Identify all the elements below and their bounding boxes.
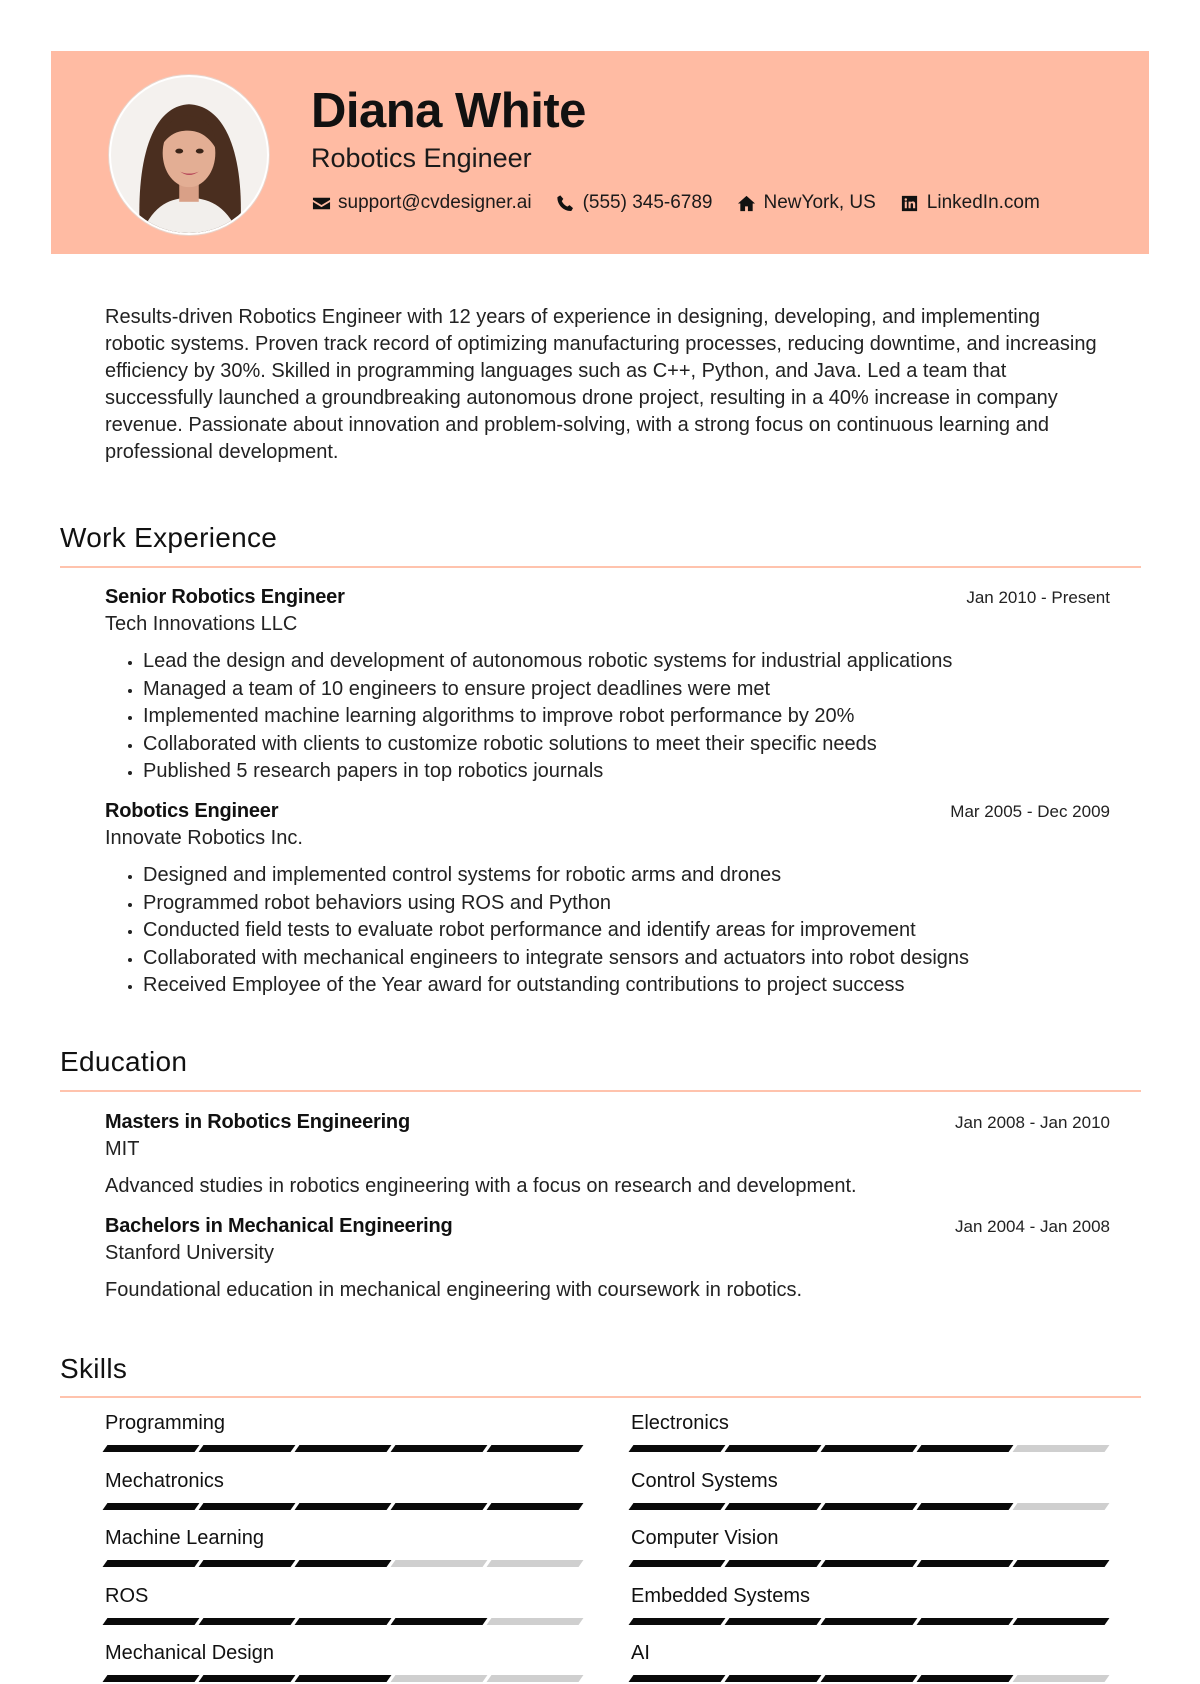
skill-level-segment-filled: [487, 1503, 584, 1510]
skill-level-segment-filled: [295, 1445, 392, 1452]
job-role: Robotics Engineer: [105, 800, 279, 822]
job-entry: [105, 800, 1110, 1000]
skill-level-segment-filled: [725, 1618, 822, 1625]
skill-level-segment-filled: [199, 1618, 296, 1625]
skill-level-segment-filled: [629, 1675, 726, 1682]
skill-name: Programming: [105, 1412, 226, 1434]
job-bullet: • Programmed robot behaviors using ROS and Python: [143, 890, 1110, 918]
skill-level-segment-filled: [725, 1445, 822, 1452]
contact-phone[interactable]: [556, 192, 713, 214]
contact-linkedin-text: LinkedIn.com: [926, 192, 1040, 213]
skill-level-segment-filled: [1013, 1618, 1110, 1625]
job-bullets: [105, 648, 1110, 786]
education-divider: [60, 1090, 1141, 1092]
skill-item: [105, 1527, 585, 1567]
skills-heading: Skills: [60, 1353, 128, 1384]
education-entry: [105, 1111, 1110, 1198]
candidate-name: Diana White: [311, 84, 586, 138]
skill-name: Computer Vision: [631, 1527, 779, 1549]
skill-item: [105, 1585, 585, 1625]
linkedin-icon: [900, 193, 920, 213]
skill-item: [631, 1412, 1111, 1452]
skill-level-bar: [631, 1560, 1111, 1567]
skill-item: [631, 1585, 1111, 1625]
skill-level-bar: [105, 1618, 585, 1625]
job-entry: [105, 586, 1110, 786]
skill-name: Electronics: [631, 1412, 729, 1434]
skill-level-segment-filled: [917, 1503, 1014, 1510]
education-school: Stanford University: [105, 1242, 274, 1264]
contact-location-text: NewYork, US: [763, 192, 876, 213]
skill-level-segment-filled: [1013, 1560, 1110, 1567]
contact-location: [737, 192, 876, 214]
skill-level-segment-filled: [199, 1560, 296, 1567]
skill-level-segment-filled: [103, 1675, 200, 1682]
skill-level-segment-filled: [725, 1560, 822, 1567]
skill-level-segment-empty: [1013, 1675, 1110, 1682]
education-degree: Masters in Robotics Engineering: [105, 1111, 410, 1133]
profile-photo: [109, 75, 269, 235]
skill-level-bar: [105, 1445, 585, 1452]
skill-item: [105, 1412, 585, 1452]
education-heading: Education: [60, 1046, 188, 1077]
skill-level-bar: [105, 1503, 585, 1510]
skill-level-segment-empty: [487, 1618, 584, 1625]
education-description: Advanced studies in robotics engineering with a focus on research and development.: [105, 1175, 857, 1197]
contact-linkedin[interactable]: [900, 192, 1040, 214]
skill-level-bar: [105, 1675, 585, 1682]
job-bullet: • Managed a team of 10 engineers to ensure project deadlines were met: [143, 676, 1110, 704]
skill-item: [631, 1470, 1111, 1510]
job-bullet: • Collaborated with clients to customize robotic solutions to meet their specific needs: [143, 731, 1110, 759]
skill-level-bar: [631, 1618, 1111, 1625]
skill-name: Control Systems: [631, 1469, 778, 1492]
envelope-icon: [311, 193, 331, 213]
resume-header: [51, 51, 1149, 254]
home-icon: [737, 193, 757, 213]
education-school: MIT: [105, 1138, 140, 1160]
job-bullet: • Published 5 research papers in top robotics journals: [143, 758, 1110, 786]
skill-level-segment-filled: [917, 1560, 1014, 1567]
skill-item: [631, 1642, 1111, 1682]
work-experience-divider: [60, 566, 1141, 568]
job-dates: Jan 2010 - Present: [966, 588, 1110, 607]
skill-level-segment-empty: [1013, 1445, 1110, 1452]
skill-level-segment-filled: [917, 1675, 1014, 1682]
job-bullet: • Received Employee of the Year award for outstanding contributions to project success: [143, 972, 1110, 1000]
education-description: Foundational education in mechanical engineering with coursework in robotics.: [105, 1279, 803, 1301]
profile-photo-image: [111, 77, 267, 233]
skill-level-segment-filled: [821, 1618, 918, 1625]
skill-item: [631, 1527, 1111, 1567]
phone-icon: [556, 193, 576, 213]
skill-name: Machine Learning: [105, 1527, 264, 1549]
skill-level-segment-filled: [295, 1675, 392, 1682]
contact-list: [311, 192, 1064, 214]
skill-level-segment-empty: [487, 1675, 584, 1682]
work-experience-heading: Work Experience: [60, 522, 278, 553]
job-role: Senior Robotics Engineer: [105, 586, 345, 608]
skill-level-bar: [631, 1675, 1111, 1682]
skill-level-segment-empty: [487, 1560, 584, 1567]
contact-email[interactable]: [311, 192, 532, 214]
skill-level-segment-filled: [821, 1503, 918, 1510]
job-bullet: • Designed and implemented control systems for robotic arms and drones: [143, 862, 1110, 890]
profile-summary: Results-driven Robotics Engineer with 12 years of experience in designing, developing, and implementing robotic systems. Proven track record of optimizing manufacturing processes, reducing downtime, and increasing efficiency by 30%. Skilled in programming languages such as C++, Python, and Java. Led a team that successfully launched a groundbreaking autonomous drone project, resulting in a 40% increase in company revenue. Passionate about innovation and problem-solving, with a strong focus on continuous learning and professional development.: [105, 306, 1097, 463]
candidate-title: Robotics Engineer: [311, 143, 532, 173]
skill-name: Embedded Systems: [631, 1584, 810, 1607]
skill-level-segment-empty: [1013, 1503, 1110, 1510]
skill-level-segment-filled: [917, 1445, 1014, 1452]
job-bullet: • Collaborated with mechanical engineers to integrate sensors and actuators into robot designs: [143, 945, 1110, 973]
contact-phone-text: (555) 345-6789: [582, 192, 713, 213]
contact-email-text: support@cvdesigner.ai: [338, 192, 532, 213]
skill-level-segment-filled: [821, 1445, 918, 1452]
skill-name: Mechanical Design: [105, 1642, 274, 1664]
skill-level-segment-filled: [821, 1675, 918, 1682]
skills-divider: [60, 1396, 1141, 1398]
skill-level-segment-filled: [629, 1618, 726, 1625]
skill-level-segment-filled: [725, 1503, 822, 1510]
skill-level-segment-filled: [199, 1445, 296, 1452]
skill-level-bar: [631, 1503, 1111, 1510]
skill-item: [105, 1470, 585, 1510]
job-bullet: • Implemented machine learning algorithms to improve robot performance by 20%: [143, 703, 1110, 731]
skill-name: AI: [631, 1642, 650, 1664]
skill-level-segment-filled: [487, 1445, 584, 1452]
job-bullet: • Lead the design and development of autonomous robotic systems for industrial applications: [143, 648, 1110, 676]
skill-level-segment-filled: [629, 1560, 726, 1567]
skill-level-segment-empty: [391, 1675, 488, 1682]
job-company: Innovate Robotics Inc.: [105, 827, 303, 849]
skill-level-segment-filled: [295, 1560, 392, 1567]
skill-name: ROS: [105, 1584, 149, 1607]
skill-level-segment-filled: [629, 1503, 726, 1510]
education-entry: [105, 1215, 1110, 1302]
skill-level-segment-filled: [391, 1445, 488, 1452]
skill-level-segment-filled: [821, 1560, 918, 1567]
skill-level-segment-filled: [295, 1503, 392, 1510]
skill-level-segment-filled: [103, 1618, 200, 1625]
skill-level-segment-empty: [391, 1560, 488, 1567]
job-bullet: • Conducted field tests to evaluate robot performance and identify areas for improvement: [143, 917, 1110, 945]
skill-level-bar: [105, 1560, 585, 1567]
skill-level-segment-filled: [295, 1618, 392, 1625]
skill-name: Mechatronics: [105, 1469, 224, 1492]
education-degree: Bachelors in Mechanical Engineering: [105, 1215, 453, 1237]
skill-level-segment-filled: [103, 1503, 200, 1510]
education-dates: Jan 2008 - Jan 2010: [954, 1113, 1110, 1132]
job-bullets: [105, 862, 1110, 1000]
skill-level-segment-filled: [391, 1503, 488, 1510]
skill-level-segment-filled: [103, 1560, 200, 1567]
skill-level-segment-filled: [917, 1618, 1014, 1625]
skill-level-segment-filled: [725, 1675, 822, 1682]
skill-level-segment-filled: [199, 1675, 296, 1682]
skill-item: [105, 1642, 585, 1682]
skill-level-segment-filled: [199, 1503, 296, 1510]
education-dates: Jan 2004 - Jan 2008: [954, 1217, 1110, 1236]
skill-level-bar: [631, 1445, 1111, 1452]
skill-level-segment-filled: [391, 1618, 488, 1625]
skill-level-segment-filled: [103, 1445, 200, 1452]
job-company: Tech Innovations LLC: [105, 613, 298, 635]
job-dates: Mar 2005 - Dec 2009: [950, 802, 1110, 821]
skill-level-segment-filled: [629, 1445, 726, 1452]
